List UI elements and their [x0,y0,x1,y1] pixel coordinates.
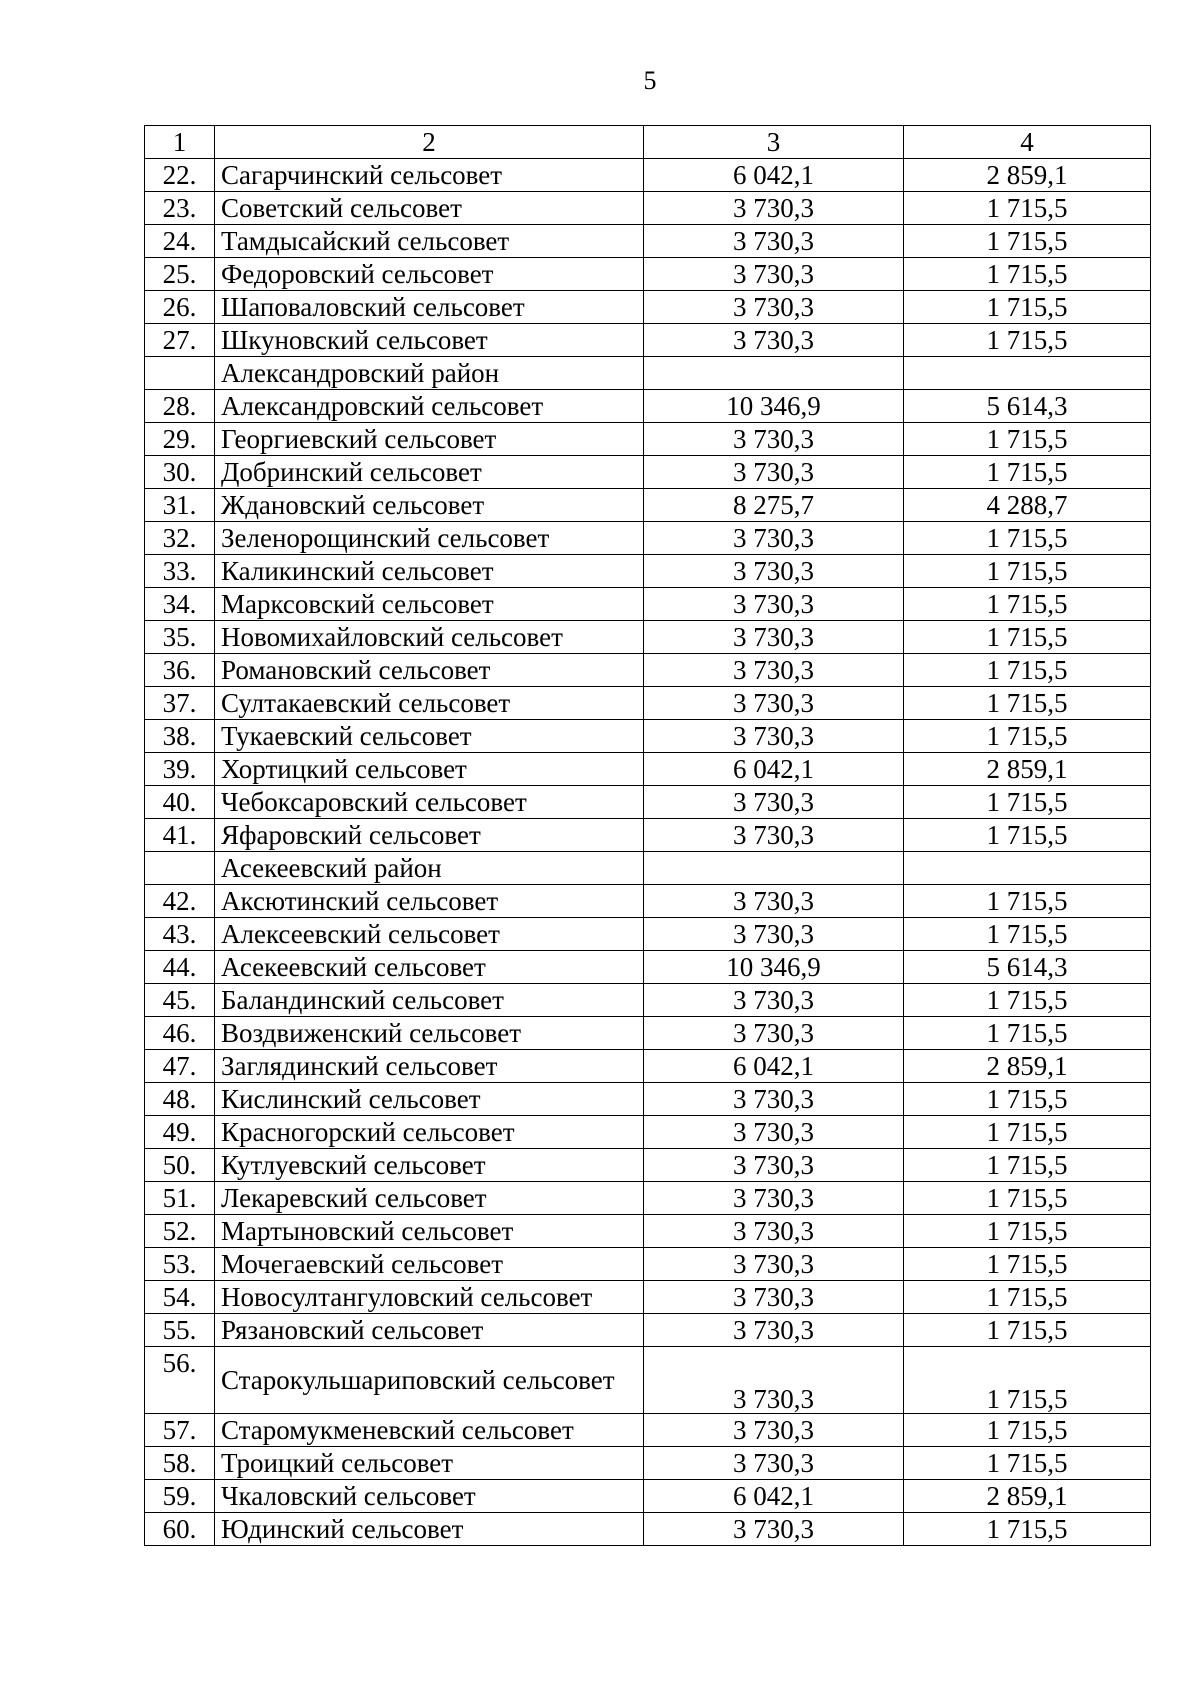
table-row [145,1116,1151,1149]
row-number: 60. [145,1513,215,1546]
council-name: Султакаевский сельсовет [215,687,644,720]
value-col4: 1 715,5 [904,621,1151,654]
value-col3: 10 346,9 [644,951,904,984]
row-number: 43. [145,918,215,951]
value-col4: 1 715,5 [904,258,1151,291]
district-row [145,357,1151,390]
table-row [145,1513,1151,1546]
council-name: Новомихайловский сельсовет [215,621,644,654]
table-row [145,621,1151,654]
value-col4: 1 715,5 [904,1281,1151,1314]
row-number: 47. [145,1050,215,1083]
table-row [145,390,1151,423]
council-name: Ждановский сельсовет [215,489,644,522]
value-col4: 1 715,5 [904,1513,1151,1546]
row-number: 29. [145,423,215,456]
table-row [145,984,1151,1017]
column-header-2: 2 [215,126,644,159]
table-row [145,159,1151,192]
value-col3-empty [644,357,904,390]
table-row [145,753,1151,786]
council-name: Лекаревский сельсовет [215,1182,644,1215]
council-name: Баландинский сельсовет [215,984,644,1017]
council-name: Шкуновский сельсовет [215,324,644,357]
value-col3: 3 730,3 [644,258,904,291]
table-header [145,126,1151,159]
value-col4: 2 859,1 [904,1480,1151,1513]
value-col3: 6 042,1 [644,1480,904,1513]
value-col3: 6 042,1 [644,159,904,192]
row-number: 22. [145,159,215,192]
council-name: Воздвиженский сельсовет [215,1017,644,1050]
council-name: Федоровский сельсовет [215,258,644,291]
column-header-4: 4 [904,126,1151,159]
value-col3: 3 730,3 [644,1083,904,1116]
value-col4: 1 715,5 [904,1347,1151,1414]
value-col3: 3 730,3 [644,588,904,621]
value-col4: 2 859,1 [904,159,1151,192]
row-number: 38. [145,720,215,753]
value-col4: 1 715,5 [904,885,1151,918]
table-row [145,456,1151,489]
value-col3: 3 730,3 [644,1281,904,1314]
value-col4: 1 715,5 [904,1314,1151,1347]
value-col4: 1 715,5 [904,192,1151,225]
council-name: Аксютинский сельсовет [215,885,644,918]
table-row [145,258,1151,291]
table-row [145,1347,1151,1414]
table-row [145,819,1151,852]
value-col4: 1 715,5 [904,1149,1151,1182]
council-name: Заглядинский сельсовет [215,1050,644,1083]
council-name: Сагарчинский сельсовет [215,159,644,192]
row-number: 49. [145,1116,215,1149]
council-name: Добринский сельсовет [215,456,644,489]
value-col3: 3 730,3 [644,225,904,258]
value-col4: 2 859,1 [904,753,1151,786]
table-row [145,423,1151,456]
council-name: Юдинский сельсовет [215,1513,644,1546]
table-row [145,522,1151,555]
value-col4: 5 614,3 [904,951,1151,984]
value-col3: 3 730,3 [644,522,904,555]
row-number: 30. [145,456,215,489]
council-name: Романовский сельсовет [215,654,644,687]
table-row [145,1215,1151,1248]
column-header-1: 1 [145,126,215,159]
row-number: 53. [145,1248,215,1281]
column-header-3: 3 [644,126,904,159]
council-name: Мартыновский сельсовет [215,1215,644,1248]
value-col3: 3 730,3 [644,687,904,720]
value-col3: 3 730,3 [644,621,904,654]
value-col4: 1 715,5 [904,1083,1151,1116]
value-col3: 3 730,3 [644,720,904,753]
row-number: 46. [145,1017,215,1050]
value-col4: 1 715,5 [904,1447,1151,1480]
row-number: 36. [145,654,215,687]
council-name: Яфаровский сельсовет [215,819,644,852]
table-row [145,324,1151,357]
council-name: Троицкий сельсовет [215,1447,644,1480]
value-col4: 1 715,5 [904,918,1151,951]
council-name: Зеленорощинский сельсовет [215,522,644,555]
table-body [145,159,1151,1546]
row-number: 25. [145,258,215,291]
value-col3: 10 346,9 [644,390,904,423]
value-col3: 3 730,3 [644,1414,904,1447]
council-name: Кутлуевский сельсовет [215,1149,644,1182]
value-col4: 1 715,5 [904,654,1151,687]
row-number: 56. [145,1347,215,1414]
header-row [145,126,1151,159]
value-col3: 3 730,3 [644,291,904,324]
value-col3: 3 730,3 [644,1149,904,1182]
value-col4: 1 715,5 [904,522,1151,555]
council-name: Новосултангуловский сельсовет [215,1281,644,1314]
council-name: Александровский сельсовет [215,390,644,423]
row-number-empty [145,357,215,390]
table-row [145,1083,1151,1116]
council-name: Кислинский сельсовет [215,1083,644,1116]
row-number: 51. [145,1182,215,1215]
row-number: 39. [145,753,215,786]
value-col3: 3 730,3 [644,1513,904,1546]
value-col4: 1 715,5 [904,786,1151,819]
table-row [145,654,1151,687]
table-row [145,1149,1151,1182]
table-row [145,885,1151,918]
value-col3: 3 730,3 [644,1017,904,1050]
council-name: Чкаловский сельсовет [215,1480,644,1513]
value-col3: 3 730,3 [644,192,904,225]
table-row [145,1182,1151,1215]
council-name: Алексеевский сельсовет [215,918,644,951]
council-name: Советский сельсовет [215,192,644,225]
council-name: Хортицкий сельсовет [215,753,644,786]
council-name: Марксовский сельсовет [215,588,644,621]
table-row [145,225,1151,258]
value-col3: 3 730,3 [644,1347,904,1414]
value-col4: 1 715,5 [904,456,1151,489]
value-col4: 1 715,5 [904,687,1151,720]
row-number: 50. [145,1149,215,1182]
value-col4: 1 715,5 [904,720,1151,753]
council-name: Георгиевский сельсовет [215,423,644,456]
council-name: Тамдысайский сельсовет [215,225,644,258]
row-number: 32. [145,522,215,555]
value-col3: 3 730,3 [644,1182,904,1215]
table-row [145,1017,1151,1050]
value-col4: 1 715,5 [904,819,1151,852]
table-row [145,687,1151,720]
row-number: 45. [145,984,215,1017]
row-number-empty [145,852,215,885]
row-number: 26. [145,291,215,324]
table-row [145,1281,1151,1314]
table-row [145,786,1151,819]
council-name: Тукаевский сельсовет [215,720,644,753]
row-number: 41. [145,819,215,852]
value-col4: 1 715,5 [904,1414,1151,1447]
row-number: 55. [145,1314,215,1347]
row-number: 54. [145,1281,215,1314]
value-col3: 3 730,3 [644,1248,904,1281]
value-col3: 3 730,3 [644,1447,904,1480]
value-col3: 3 730,3 [644,423,904,456]
value-col4-empty [904,357,1151,390]
value-col3: 3 730,3 [644,885,904,918]
table-row [145,951,1151,984]
row-number: 42. [145,885,215,918]
row-number: 23. [145,192,215,225]
council-name: Старокульшариповский сельсовет [215,1347,644,1414]
value-col4: 1 715,5 [904,1182,1151,1215]
value-col3: 3 730,3 [644,819,904,852]
council-name: Асекеевский сельсовет [215,951,644,984]
row-number: 33. [145,555,215,588]
value-col3: 3 730,3 [644,918,904,951]
row-number: 35. [145,621,215,654]
value-col3: 3 730,3 [644,324,904,357]
council-name: Каликинский сельсовет [215,555,644,588]
row-number: 34. [145,588,215,621]
table-row [145,588,1151,621]
district-name: Асекеевский район [215,852,644,885]
row-number: 58. [145,1447,215,1480]
council-name: Чебоксаровский сельсовет [215,786,644,819]
value-col3: 3 730,3 [644,555,904,588]
table-row [145,192,1151,225]
council-name: Шаповаловский сельсовет [215,291,644,324]
table-row [145,720,1151,753]
row-number: 52. [145,1215,215,1248]
value-col3: 3 730,3 [644,984,904,1017]
allocation-table [144,125,1151,1546]
row-number: 27. [145,324,215,357]
value-col4: 1 715,5 [904,588,1151,621]
value-col4: 1 715,5 [904,1017,1151,1050]
row-number: 24. [145,225,215,258]
value-col4: 1 715,5 [904,555,1151,588]
row-number: 37. [145,687,215,720]
table-row [145,1248,1151,1281]
value-col4: 1 715,5 [904,1248,1151,1281]
value-col4: 2 859,1 [904,1050,1151,1083]
district-row [145,852,1151,885]
value-col4: 1 715,5 [904,423,1151,456]
row-number: 28. [145,390,215,423]
value-col4: 4 288,7 [904,489,1151,522]
page-number: 5 [643,66,657,95]
table-row [145,1447,1151,1480]
row-number: 40. [145,786,215,819]
value-col4: 1 715,5 [904,1215,1151,1248]
value-col3: 6 042,1 [644,753,904,786]
table-row [145,1314,1151,1347]
council-name: Рязановский сельсовет [215,1314,644,1347]
table-row [145,1050,1151,1083]
value-col3: 6 042,1 [644,1050,904,1083]
value-col4: 1 715,5 [904,324,1151,357]
value-col3: 3 730,3 [644,456,904,489]
council-name: Мочегаевский сельсовет [215,1248,644,1281]
value-col4: 1 715,5 [904,1116,1151,1149]
row-number: 31. [145,489,215,522]
value-col3: 3 730,3 [644,1116,904,1149]
value-col3: 3 730,3 [644,1215,904,1248]
value-col3: 3 730,3 [644,1314,904,1347]
row-number: 57. [145,1414,215,1447]
value-col3: 3 730,3 [644,654,904,687]
table-row [145,1414,1151,1447]
value-col4-empty [904,852,1151,885]
table-row [145,489,1151,522]
district-name: Александровский район [215,357,644,390]
value-col4: 5 614,3 [904,390,1151,423]
row-number: 44. [145,951,215,984]
council-name: Красногорский сельсовет [215,1116,644,1149]
value-col4: 1 715,5 [904,984,1151,1017]
value-col3: 3 730,3 [644,786,904,819]
value-col4: 1 715,5 [904,225,1151,258]
value-col3-empty [644,852,904,885]
table-row [145,918,1151,951]
value-col3: 8 275,7 [644,489,904,522]
row-number: 59. [145,1480,215,1513]
table-row [145,291,1151,324]
table-row [145,1480,1151,1513]
value-col4: 1 715,5 [904,291,1151,324]
row-number: 48. [145,1083,215,1116]
table-row [145,555,1151,588]
council-name: Старомукменевский сельсовет [215,1414,644,1447]
